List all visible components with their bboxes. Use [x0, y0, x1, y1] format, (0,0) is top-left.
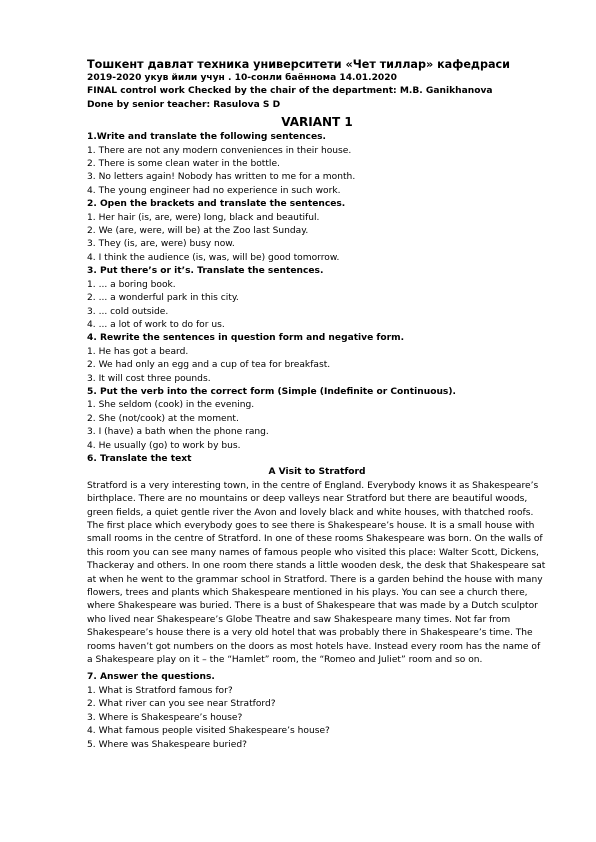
task-item: 4. He usually (go) to work by bus.: [87, 440, 241, 451]
done-by-line: Done by senior teacher: Rasulova S D: [87, 99, 281, 110]
task-item: 3. I (have) a bath when the phone rang.: [87, 427, 269, 438]
task-5: [87, 386, 547, 453]
task-item: 1. He has got a beard.: [87, 346, 189, 357]
task-item: 3. It will cost three pounds.: [87, 373, 211, 384]
task-title: 7. Answer the questions.: [87, 672, 215, 683]
task-title: 4. Rewrite the sentences in question form and negative form.: [87, 333, 405, 344]
question-item: 3. Where is Shakespeare’s house?: [87, 712, 243, 723]
task-item: 2. There is some clean water in the bottle.: [87, 159, 280, 170]
story-paragraph: Stratford is a very interesting town, in the centre of England. Everybody knows it as Shakespeare’s birthplace. There are no mountains or deep valleys near Stratford but there are beautiful woods, green fields, a quiet gentle river the Avon and lovely black and white houses, with thatched roofs.: [87, 480, 539, 518]
task-title: 3. Put there’s or it’s. Translate the sentences.: [87, 266, 324, 277]
task-3: [87, 265, 547, 332]
task-title: 1.Write and translate the following sentences.: [87, 132, 326, 143]
task-item: 2. We (are, were, will be) at the Zoo last Sunday.: [87, 226, 309, 237]
task-item: 1. There are not any modern conveniences in their house.: [87, 145, 352, 156]
question-item: 1. What is Stratford famous for?: [87, 685, 233, 696]
task-item: 2. She (not/cook) at the moment.: [87, 413, 239, 424]
task-item: 1. Her hair (is, are, were) long, black and beautiful.: [87, 212, 320, 223]
checked-by-line: FINAL control work Checked by the chair of the department: M.B. Ganikhanova: [87, 86, 493, 97]
task-item: 4. ... a lot of work to do for us.: [87, 319, 225, 330]
department-title: Тошкент давлат техника университети «Чет тиллар» кафедраси: [87, 58, 510, 71]
task-7: [87, 671, 547, 751]
question-item: 5. Where was Shakespeare buried?: [87, 739, 247, 750]
task-item: 1. She seldom (cook) in the evening.: [87, 400, 255, 411]
variant-heading: VARIANT 1: [281, 115, 353, 130]
task-item: 4. I think the audience (is, was, will be) good tomorrow.: [87, 252, 340, 263]
task-item: 2. ... a wonderful park in this city.: [87, 293, 239, 304]
task-1: [87, 131, 547, 198]
task-2: [87, 198, 547, 265]
story-title: A Visit to Stratford: [268, 467, 366, 478]
question-item: 2. What river can you see near Stratford?: [87, 699, 276, 710]
task-item: 3. They (is, are, were) busy now.: [87, 239, 235, 250]
task-4: [87, 332, 547, 386]
task-item: 3. No letters again! Nobody has written to me for a month.: [87, 172, 356, 183]
document-page: [87, 57, 547, 752]
task-title: 6. Translate the text: [87, 453, 192, 464]
task-item: 1. ... a boring book.: [87, 279, 176, 290]
task-title: 5. Put the verb into the correct form (Simple (Indefinite or Continuous).: [87, 386, 456, 397]
protocol-line: 2019-2020 укув йили учун . 10-сонли баённома 14.01.2020: [87, 73, 397, 83]
task-item: 2. We had only an egg and a cup of tea for breakfast.: [87, 360, 331, 371]
task-item: 3. ... cold outside.: [87, 306, 169, 317]
story-paragraph: The first place which everybody goes to see there is Shakespeare’s house. It is a small house with small rooms in the centre of Stratford. In one of these rooms Shakespeare was born. On the walls of this room you can see many names of famous people who visited this place: Walter Scott, Dickens, Thackeray and others. In one room there stands a little wooden desk, the desk that Shakespeare sat at when he went to the grammar school in Stratford. There is a garden behind the house with many flowers, trees and plants which Shakespeare mentioned in his plays. You can see a church there, where Shakespeare was buried. There is a bust of Shakespeare that was made by a Dutch sculptor who lived near Shakespeare’s Globe Theatre and saw Shakespeare many times. Not far from Shakespeare’s house there is a very old hotel that was probably there in Shakespeare’s time. The rooms haven’t got numbers on the doors as most hotels have. Instead every room has the name of a Shakespeare play on it – the “Hamlet” room, the “Romeo and Juliet” room and so on.: [87, 521, 546, 666]
question-item: 4. What famous people visited Shakespeare’s house?: [87, 726, 330, 737]
task-item: 4. The young engineer had no experience in such work.: [87, 185, 341, 196]
task-6: [87, 453, 547, 668]
task-title: 2. Open the brackets and translate the sentences.: [87, 199, 346, 210]
